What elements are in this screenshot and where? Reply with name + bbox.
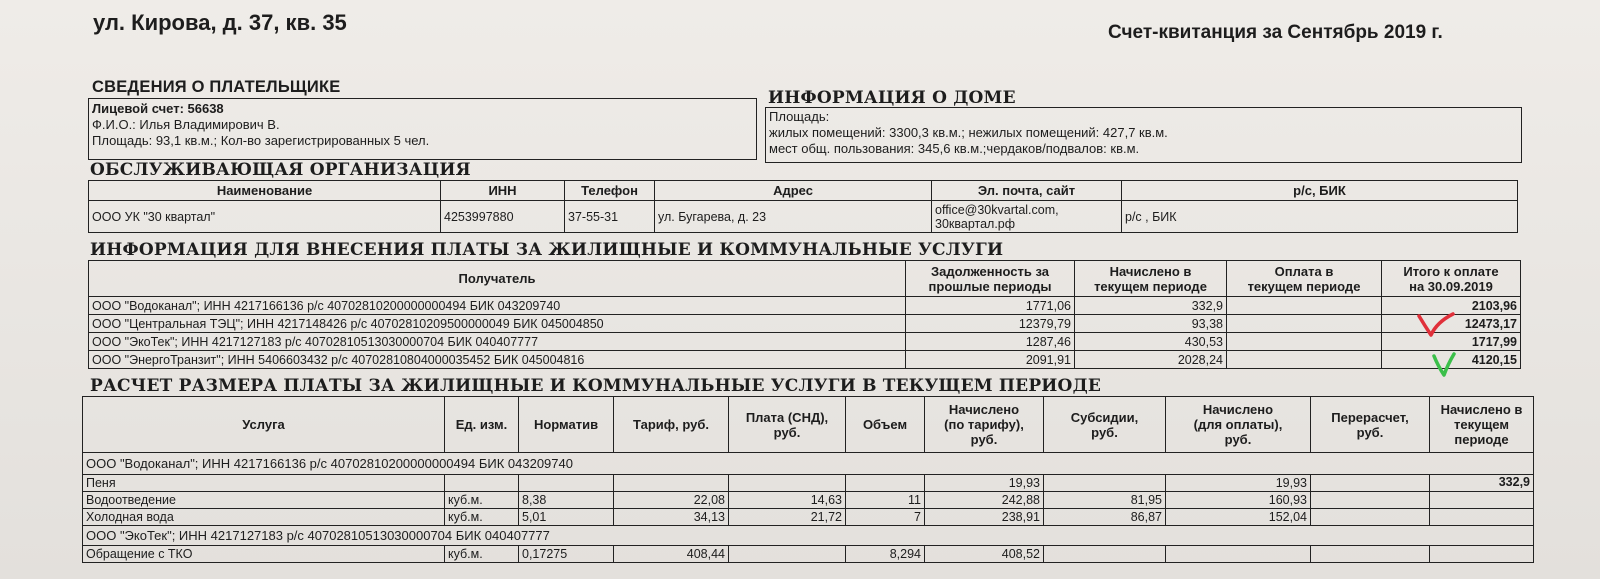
calc-charged-tariff: 238,91 [925, 509, 1044, 526]
payment-row [89, 315, 1521, 333]
calc-fee [729, 546, 846, 563]
payment-recipient: ООО "Водоканал"; ИНН 4217166136 р/с 40702810200000000494 БИК 043209740 [89, 297, 906, 315]
payment-total: 12473,17 [1382, 315, 1521, 333]
payment-paid [1227, 297, 1382, 315]
pay-col-total-l2: на 30.09.2019 [1409, 278, 1493, 294]
pay-col-charged-l1: Начислено в [1109, 263, 1192, 279]
calc-norm: 0,17275 [519, 546, 614, 563]
calc-col-subsidy [1044, 397, 1166, 453]
payment-section-title: ИНФОРМАЦИЯ ДЛЯ ВНЕСЕНИЯ ПЛАТЫ ЗА ЖИЛИЩНЫЕ И КОММУНАЛЬНЫЕ УСЛУГИ [90, 240, 1004, 260]
calc-subsidy: 81,95 [1044, 492, 1166, 509]
calc-subsidy: 86,87 [1044, 509, 1166, 526]
payer-name: Ф.И.О.: Илья Владимирович В. [92, 117, 280, 132]
pay-col-debt [906, 261, 1075, 297]
calc-section-title: РАСЧЕТ РАЗМЕРА ПЛАТЫ ЗА ЖИЛИЩНЫЕ И КОММУНАЛЬНЫЕ УСЛУГИ В ТЕКУЩЕМ ПЕРИОДЕ [90, 376, 1102, 396]
pay-col-charged [1075, 261, 1227, 297]
payment-charged: 2028,24 [1075, 351, 1227, 369]
calc-empty [1311, 546, 1430, 563]
calc-fee: 21,72 [729, 509, 846, 526]
calc-charged-pay: 19,93 [1166, 475, 1311, 492]
calc-col-charged-pay [1166, 397, 1311, 453]
calc-recalc [1311, 475, 1430, 492]
pay-col-paid-l2: текущем периоде [1247, 278, 1361, 294]
calc-col-cp-l3: руб. [1224, 432, 1252, 447]
red-check-mark-icon [1415, 308, 1457, 340]
payment-charged: 430,53 [1075, 333, 1227, 351]
calc-col-subsidy-l1: Субсидии, [1070, 409, 1139, 425]
calc-unit: куб.м. [445, 546, 519, 563]
calc-row [83, 475, 1534, 492]
calc-service: Водоотведение [83, 492, 445, 509]
calc-table [82, 396, 1534, 563]
payment-charged: 93,38 [1075, 315, 1227, 333]
payer-area: Площадь: 93,1 кв.м.; Кол-во зарегистрированных 5 чел. [92, 133, 430, 148]
calc-subsidy [1044, 475, 1166, 492]
calc-charged-pay: 152,04 [1166, 509, 1311, 526]
payment-table [88, 260, 1521, 369]
payment-debt: 12379,79 [906, 315, 1075, 333]
pay-col-total [1382, 261, 1521, 297]
payment-paid [1227, 333, 1382, 351]
calc-col-fee [729, 397, 846, 453]
pay-col-charged-l2: текущем периоде [1094, 278, 1207, 294]
calc-tariff: 22,08 [614, 492, 729, 509]
calc-col-cc-l2: текущем [1454, 417, 1509, 432]
calc-norm: 8,38 [519, 492, 614, 509]
calc-col-fee-l1: Плата (СНД), [745, 409, 829, 425]
calc-group-row [83, 453, 1534, 475]
calc-empty [1430, 546, 1534, 563]
payment-total: 4120,15 [1382, 351, 1521, 369]
calc-charged-current [1430, 509, 1534, 526]
house-section-title: ИНФОРМАЦИЯ О ДОМЕ [768, 88, 1016, 108]
calc-charged-current: 332,9 [1430, 475, 1534, 492]
calc-empty [1166, 546, 1311, 563]
calc-col-unit: Ед. изм. [445, 397, 519, 453]
house-common-area: мест общ. пользования: 345,6 кв.м.;чердаков/подвалов: кв.м. [769, 141, 1140, 156]
calc-col-ct-l1: Начислено [948, 402, 1020, 417]
org-bank-account: р/с , БИК [1122, 201, 1518, 233]
payment-debt: 1287,46 [906, 333, 1075, 351]
org-col-phone: Телефон [565, 181, 655, 201]
org-inn: 4253997880 [441, 201, 565, 233]
org-name: ООО УК "30 квартал" [89, 201, 441, 233]
payment-paid [1227, 351, 1382, 369]
calc-recalc [1311, 509, 1430, 526]
calc-volume: 8,294 [846, 546, 925, 563]
calc-col-tariff: Тариф, руб. [614, 397, 729, 453]
org-table [88, 180, 1518, 233]
calc-charged-tariff: 408,52 [925, 546, 1044, 563]
calc-norm [519, 475, 614, 492]
calc-fee [729, 475, 846, 492]
org-col-inn: ИНН [441, 181, 565, 201]
calc-fee: 14,63 [729, 492, 846, 509]
payer-address: ул. Кирова, д. 37, кв. 35 [93, 10, 347, 35]
calc-col-charged-tariff [925, 397, 1044, 453]
calc-col-subsidy-l2: руб. [1091, 424, 1118, 440]
calc-col-ct-l2: (по тарифу), [944, 417, 1024, 432]
payment-row [89, 351, 1521, 369]
calc-empty [1044, 546, 1166, 563]
green-check-mark-icon [1430, 350, 1460, 380]
calc-volume: 11 [846, 492, 925, 509]
calc-col-cc-l1: Начислено в [1440, 402, 1523, 417]
payment-row [89, 297, 1521, 315]
calc-norm: 5,01 [519, 509, 614, 526]
calc-unit: куб.м. [445, 509, 519, 526]
bill-title: Счет-квитанция за Сентябрь 2019 г. [1108, 22, 1443, 43]
payer-box [88, 98, 757, 160]
payment-row [89, 333, 1521, 351]
calc-charged-tariff: 19,93 [925, 475, 1044, 492]
calc-unit [445, 475, 519, 492]
payment-recipient: ООО "ЭкоТек"; ИНН 4217127183 р/с 40702810513030000704 БИК 040407777 [89, 333, 906, 351]
calc-recalc [1311, 492, 1430, 509]
calc-col-norm: Норматив [519, 397, 614, 453]
calc-service: Пеня [83, 475, 445, 492]
org-col-name: Наименование [89, 181, 441, 201]
calc-volume [846, 475, 925, 492]
pay-col-recipient: Получатель [89, 261, 906, 297]
payment-paid [1227, 315, 1382, 333]
org-phone: 37-55-31 [565, 201, 655, 233]
payment-charged: 332,9 [1075, 297, 1227, 315]
pay-col-debt-l2: прошлые периоды [928, 278, 1052, 294]
calc-group-row [83, 526, 1534, 546]
payment-recipient: ООО "Центральная ТЭЦ"; ИНН 4217148426 р/с 40702810209500000049 БИК 045004850 [89, 315, 906, 333]
calc-col-charged-current [1430, 397, 1534, 453]
org-address: ул. Бугарева, д. 23 [655, 201, 932, 233]
calc-unit: куб.м. [445, 492, 519, 509]
calc-col-recalc [1311, 397, 1430, 453]
org-email-site [932, 201, 1122, 233]
calc-row [83, 509, 1534, 526]
pay-col-paid [1227, 261, 1382, 297]
org-email: office@30kvartal.com, [935, 202, 1059, 217]
calc-row [83, 492, 1534, 509]
calc-col-service: Услуга [83, 397, 445, 453]
org-row [89, 201, 1518, 233]
pay-col-paid-l1: Оплата в [1274, 263, 1334, 279]
org-col-account: р/с, БИК [1122, 181, 1518, 201]
house-living-area: жилых помещений: 3300,3 кв.м.; нежилых помещений: 427,7 кв.м. [769, 125, 1168, 140]
org-col-email: Эл. почта, сайт [932, 181, 1122, 201]
calc-charged-tariff: 242,88 [925, 492, 1044, 509]
house-box [765, 107, 1522, 163]
org-col-address: Адрес [655, 181, 932, 201]
org-site: 30квартал.рф [935, 216, 1016, 231]
pay-col-debt-l1: Задолженность за [931, 263, 1049, 279]
calc-row-cut [83, 546, 1534, 563]
house-area-label: Площадь: [769, 109, 830, 124]
calc-group-ekotek: ООО "ЭкоТек"; ИНН 4217127183 р/с 40702810513030000704 БИК 040407777 [83, 526, 1534, 546]
calc-charged-pay: 160,93 [1166, 492, 1311, 509]
calc-volume: 7 [846, 509, 925, 526]
account-number: Лицевой счет: 56638 [92, 101, 224, 116]
calc-service: Холодная вода [83, 509, 445, 526]
org-section-title: ОБСЛУЖИВАЮЩАЯ ОРГАНИЗАЦИЯ [90, 160, 471, 180]
payment-debt: 1771,06 [906, 297, 1075, 315]
calc-group-vodokanal: ООО "Водоканал"; ИНН 4217166136 р/с 40702810200000000494 БИК 043209740 [83, 453, 1534, 475]
calc-tariff: 34,13 [614, 509, 729, 526]
calc-col-cc-l3: периоде [1454, 432, 1509, 447]
calc-tariff: 408,44 [614, 546, 729, 563]
calc-col-fee-l2: руб. [773, 424, 801, 440]
payment-debt: 2091,91 [906, 351, 1075, 369]
calc-col-volume: Объем [846, 397, 925, 453]
calc-col-recalc-l2: руб. [1356, 424, 1384, 440]
calc-charged-current [1430, 492, 1534, 509]
calc-tariff [614, 475, 729, 492]
calc-col-recalc-l1: Перерасчет, [1331, 409, 1409, 425]
payment-total: 1717,99 [1382, 333, 1521, 351]
payment-total: 2103,96 [1382, 297, 1521, 315]
calc-service: Обращение с ТКО [83, 546, 445, 563]
calc-col-cp-l2: (для оплаты), [1193, 417, 1283, 432]
pay-col-total-l1: Итого к оплате [1403, 263, 1499, 279]
payment-recipient: ООО "ЭнергоТранзит"; ИНН 5406603432 р/с 40702810804000035452 БИК 045004816 [89, 351, 906, 369]
calc-col-cp-l1: Начислено [1202, 402, 1274, 417]
calc-col-ct-l3: руб. [970, 432, 998, 447]
payer-section-title: СВЕДЕНИЯ О ПЛАТЕЛЬЩИКЕ [92, 78, 341, 96]
